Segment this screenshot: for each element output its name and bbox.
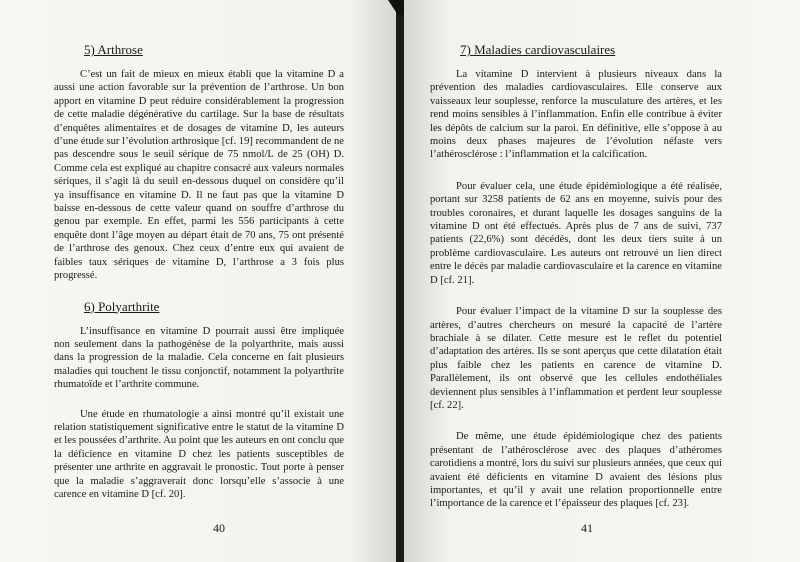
heading-maladies-cardiovasculaires: 7) Maladies cardiovasculaires <box>460 42 616 57</box>
paragraph-cardio-3: Pour évaluer l’impact de la vitamine D sur la souplesse des artères, d’autres chercheurs on mesuré la capacité de l’artère brachiale à se dilater. Cette mesure est le reflet du potentiel d’adaptation des artères. Ils se sont aperçus que cette dilatation était plus faible chez les patients en carence de vitamine D. Parallèlement, ils ont observé que les cellules endothéliales deviennent plus sensibles à l’inflammation et perdent leur souplesse [cf. 22]. <box>430 306 722 411</box>
heading-arthrose: 5) Arthrose <box>84 42 143 57</box>
left-page <box>0 0 396 562</box>
right-page <box>404 0 800 562</box>
book-gutter <box>396 0 404 562</box>
right-page-content <box>430 38 722 529</box>
paragraph-arthrose: C’est un fait de mieux en mieux établi que la vitamine D a aussi une action favorable sur la prévention de l’arthrose. Un bon apport en vitamine D peut réduire considérablement la progression de cette maladie dégénérative du cartilage. Sur la base de résultats d’enquêtes alimentaires et de dosages de vitamine D, les auteurs d’une étude sur l’évolution arthrosique [cf. 19] recommandent de ne pas descendre sous le seuil sérique de 75 nmol/L de 25 (OH) D. Comme cela est expliqué au chapitre consacré aux valeurs normales sériques, il s’agit là du seuil en-dessous duquel on considère qu’il ya insuffisance en vitamine D. Il ne faut pas que la vitamine D baisse en-dessous de cette valeur quand on souffre d’arthrose du genou par exemple. En effet, parmi les 556 participants à cette enquête dont l’âge moyen au départ était de 70 ans, 75 ont présenté de l’arthrose des genoux. Chez ceux d’entre eux qui avaient de faibles taux sériques de vitamine D, l’arthrose a 3 fois plus progressé. <box>54 69 344 282</box>
page-number-left: 40 <box>213 521 225 535</box>
paragraph-cardio-4: De même, une étude épidémiologique chez des patients présentant de l’athérosclérose avec des plaques d’athéromes carotidiens a montré, lors du suivi sur plusieurs années, que ceux qui avaient été déficients en vitamine D avaient des lésions plus importantes, et qu’il y avait une relation proportionnelle entre l’importance de la carence et l’épaisseur des plaques [cf. 23]. <box>430 431 722 510</box>
paragraph-cardio-2: Pour évaluer cela, une étude épidémiologique a été réalisée, portant sur 3258 patients de 62 ans en moyenne, suivis pour des troubles coronaires, et durant laquelle les dosages sanguins de la vitamine D ont été effectués. Après plus de 7 ans de suivi, 737 patients (22,6%) sont décédés, dont les deux tiers suite à un problème cardiovasculaire. Les auteurs ont retrouvé un lien direct entre le décès par maladie cardiovasculaire et la carence en vitamine D [cf. 21]. <box>430 180 722 286</box>
paragraph-polyarthrite-1: L’insuffisance en vitamine D pourrait aussi être impliquée non seulement dans la pathogénèse de la polyarthrite, mais aussi dans la progression de la maladie. Cela concerne en fait plusieurs maladies qui touchent le tissu conjonctif, notamment la polyarthrite rhumatoïde et l’arthrite commune. <box>54 325 344 391</box>
paragraph-cardio-1: La vitamine D intervient à plusieurs niveaux dans la prévention des maladies cardiovasculaires. Elle conserve aux vaisseaux leur souplesse, renforce la musculature des artères, et les rend moins sensibles à l’inflammation. Enfin elle contribue à éviter les dépôts de calcium sur la paroi. En définitive, elle s’oppose à au moins deux phases majeures de l’évolution néfaste vers l’athérosclérose : l’inflammation et la calcification. <box>430 69 722 161</box>
page-number-right: 41 <box>581 521 593 535</box>
left-page-content <box>54 38 344 517</box>
paragraph-polyarthrite-2: Une étude en rhumatologie a ainsi montré qu’il existait une relation statistiquement significative entre le statut de la vitamine D et les poussées d’arthrite. Au point que les auteurs en ont conclu que la déficience en vitamine D chez les patients susceptibles de présenter une arthrite en aggravait le pronostic. Tout porte à penser que la maladie s’aggraverait donc lorsqu’elle s’associe à une carence en vitamine D [cf. 20]. <box>54 408 344 500</box>
heading-polyarthrite: 6) Polyarthrite <box>84 298 160 314</box>
